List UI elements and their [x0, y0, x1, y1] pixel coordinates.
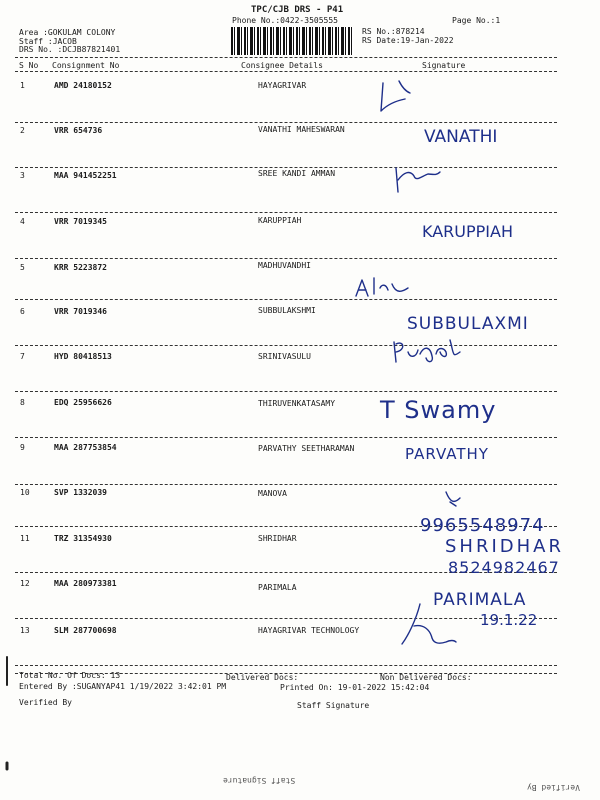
phone-number: Phone No.:0422-3505555 — [232, 16, 338, 25]
signature-scribble-13 — [394, 600, 459, 650]
handwritten-date: 19.1.22 — [480, 611, 538, 629]
signature-text: 9965548974 — [420, 515, 545, 536]
row-consignment: MAA 941452251 — [54, 171, 117, 180]
row-consignment: VRR 7019345 — [54, 217, 107, 226]
row-consignee: PARIMALA — [258, 583, 297, 592]
row-consignment: VRR 7019346 — [54, 307, 107, 316]
table-row — [0, 259, 600, 304]
row-sno: 3 — [20, 171, 25, 180]
signature-text: SHRIDHAR — [445, 536, 564, 557]
table-row — [0, 168, 600, 213]
table-row — [0, 440, 600, 485]
column-consignee: Consignee Details — [241, 61, 323, 70]
delivered-docs: Delivered Docs: — [226, 673, 299, 682]
row-consignee: HAYAGRIVAR TECHNOLOGY — [258, 626, 360, 635]
bleed-through-staff-signature: Staff Signature — [223, 776, 296, 785]
row-consignment: AMD 24180152 — [54, 81, 112, 90]
row-consignee: KARUPPIAH — [258, 216, 302, 225]
row-consignee: MADHUVANDHI — [258, 261, 311, 270]
column-sno: S No — [19, 61, 39, 70]
handwritten-phone: 8524982467 — [448, 558, 560, 577]
row-consignee: PARVATHY SEETHARAMAN — [258, 444, 355, 453]
signature-scribble-5 — [352, 274, 412, 304]
row-divider — [15, 345, 557, 346]
signature-scribble-7 — [390, 336, 470, 366]
table-row — [0, 123, 600, 168]
row-sno: 2 — [20, 126, 25, 135]
drs-number: DRS No. :DCJB87821401 — [19, 45, 121, 54]
row-sno: 9 — [20, 443, 25, 452]
row-divider — [15, 665, 557, 666]
signature-text: PARIMALA — [433, 590, 527, 610]
signature-text: T Swamy — [380, 396, 497, 424]
signature-text: SUBBULAXMI — [407, 314, 529, 334]
verified-by: Verified By — [19, 698, 72, 707]
header-divider-top — [15, 57, 557, 58]
column-signature: Signature — [422, 61, 466, 70]
row-consignment: SLM 287700698 — [54, 626, 117, 635]
row-consignee: SHRIDHAR — [258, 534, 297, 543]
row-consignee: SREE KANDI AMMAN — [258, 169, 336, 178]
row-divider — [15, 618, 557, 619]
area-field: Area :GOKULAM COLONY — [19, 28, 116, 37]
row-divider — [15, 299, 557, 300]
margin-marks — [3, 655, 11, 775]
row-consignment: MAA 287753854 — [54, 443, 117, 452]
row-divider — [15, 391, 557, 392]
row-consignment: SVP 1332039 — [54, 488, 107, 497]
row-consignment: HYD 80418513 — [54, 352, 112, 361]
table-row — [0, 394, 600, 439]
row-consignee: SRINIVASULU — [258, 352, 311, 361]
barcode — [231, 27, 354, 55]
row-consignee: VANATHI MAHESWARAN — [258, 125, 345, 134]
row-consignment: MAA 280973381 — [54, 579, 117, 588]
column-consignment: Consignment No — [52, 61, 120, 70]
staff-field: Staff :JACOB — [19, 37, 77, 46]
header-divider-bottom — [15, 71, 557, 72]
signature-scribble-1 — [365, 75, 425, 120]
signature-scribble-10 — [440, 488, 470, 510]
row-sno: 6 — [20, 307, 25, 316]
page-number: Page No.:1 — [452, 16, 501, 25]
row-sno: 4 — [20, 217, 25, 226]
row-consignment: VRR 654736 — [54, 126, 103, 135]
row-sno: 10 — [20, 488, 30, 497]
row-consignee: HAYAGRIVAR — [258, 81, 307, 90]
signature-text: KARUPPIAH — [422, 222, 513, 241]
signature-scribble-3 — [388, 166, 448, 196]
printed-on: Printed On: 19-01-2022 15:42:04 — [280, 683, 430, 692]
row-sno: 5 — [20, 263, 25, 272]
row-consignee: SUBBULAKSHMI — [258, 306, 316, 315]
row-sno: 13 — [20, 626, 30, 635]
row-sno: 7 — [20, 352, 25, 361]
row-consignee: THIRUVENKATASAMY — [258, 399, 336, 408]
bleed-through-verified-by: Verified By — [527, 783, 580, 792]
non-delivered-docs: Non Delivered Docs: — [380, 673, 472, 682]
total-docs: Total No. Of Docs: 13 — [19, 671, 121, 680]
row-consignment: KRR 5223872 — [54, 263, 107, 272]
row-sno: 8 — [20, 398, 25, 407]
signature-text: VANATHI — [424, 127, 498, 147]
signature-text: PARVATHY — [405, 445, 489, 463]
row-divider — [15, 437, 557, 438]
row-sno: 12 — [20, 579, 30, 588]
page-title: TPC/CJB DRS - P41 — [251, 5, 344, 15]
table-row — [0, 348, 600, 393]
staff-signature: Staff Signature — [297, 701, 370, 710]
rs-date: RS Date:19-Jan-2022 — [362, 36, 454, 45]
row-consignment: EDQ 25956626 — [54, 398, 112, 407]
row-sno: 11 — [20, 534, 30, 543]
table-row — [0, 77, 600, 122]
row-consignee: MANOVA — [258, 489, 287, 498]
row-consignment: TRZ 31354930 — [54, 534, 112, 543]
entered-by: Entered By :SUGANYAP41 1/19/2022 3:42:01 PM — [19, 682, 227, 691]
rs-number: RS No.:878214 — [362, 27, 425, 36]
row-sno: 1 — [20, 81, 25, 90]
